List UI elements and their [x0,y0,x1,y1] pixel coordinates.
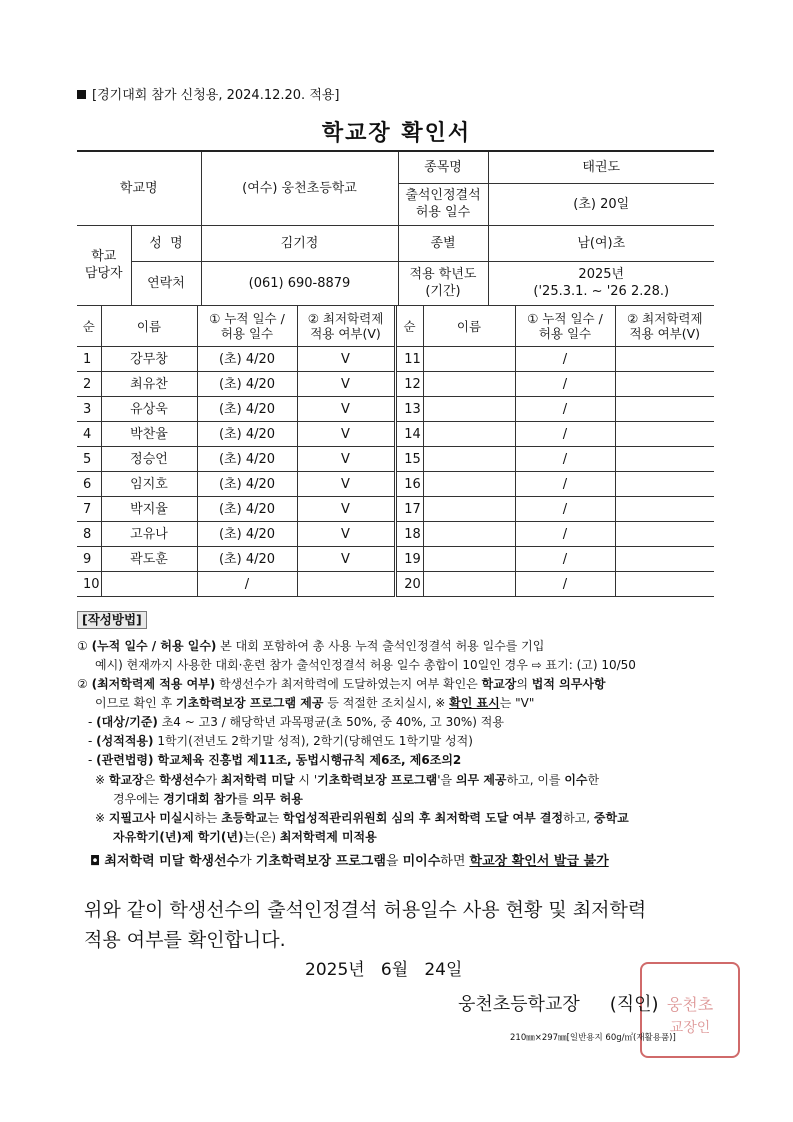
row-no: 7 [77,497,101,522]
guide-l8-b3: 최저학력 미달 [220,773,295,787]
contact-label: 연락처 [131,261,201,305]
guide-line-9 [113,791,303,807]
row-no: 6 [77,472,101,497]
header-note [77,84,340,103]
row-no: 9 [77,547,101,572]
row-name: 박지율 [101,497,197,522]
row-days: / [515,422,615,447]
table-row [77,522,714,547]
row-no: 15 [395,447,423,472]
row-no: 8 [77,522,101,547]
row-name [423,497,515,522]
row-check [615,522,714,547]
reference-mark-icon: ※ [95,773,109,787]
contact-value: (061) 690-8879 [201,261,398,305]
row-check: V [297,397,395,422]
guide-l3-text2: 의 [516,677,532,691]
col-header-days-line1: ① 누적 일수 / [209,311,285,326]
guide-l11-b1: 자유학기(년)제 학기(년) [113,830,244,844]
table-row [77,422,714,447]
school-name-value: (여수) 웅천초등학교 [201,151,398,225]
guide-l12-b2: 기초학력보장 프로그램 [255,854,386,869]
category-label: 종별 [398,225,488,261]
guide-l8-b5: 의무 제공 [455,773,507,787]
guide-l11-t1: 는(은) [243,830,280,844]
row-name [423,472,515,497]
square-bullet-icon [77,90,86,99]
manager-label-line2: 담당자 [84,266,123,281]
row-name [423,522,515,547]
guide-l3-bold1: (최저학력제 적용 여부) [91,677,216,691]
row-name: 정승언 [101,447,197,472]
manager-label [77,225,131,305]
sport-value: 태권도 [488,151,714,183]
table-row [77,497,714,522]
row-days: (초) 4/20 [197,447,297,472]
row-days: (초) 4/20 [197,522,297,547]
year-label [398,261,488,305]
row-days: / [515,572,615,597]
guide-l9-b2: 의무 허용 [252,792,303,806]
square-bullet-icon: ◘ [90,854,105,869]
table-row [77,347,714,372]
document-title: 학교장 확인서 [321,121,472,146]
name-label: 성 명 [131,225,201,261]
guide-line-4 [95,695,534,711]
guide-l6-text: 1학기(전년도 2학기말 성적), 2학기(당해연도 1학기말 성적) [153,734,473,748]
guide-l4-bold2: 확인 표시 [449,696,500,710]
guide-line-3 [77,676,606,692]
row-days: / [197,572,297,597]
year-label-line1: 적용 학년도 [409,267,477,282]
row-days: (초) 4/20 [197,347,297,372]
guide-l10-t1: 하는 [194,811,222,825]
circled-2-icon: ② [77,677,88,691]
seal-lettering: 웅천초 [666,995,714,1014]
school-name-label: 학교명 [77,151,201,225]
guide-line-1 [77,638,544,654]
principal-name: 웅천초등학교장 [458,994,580,1015]
col-header-min-line2: 적용 여부(V) [310,326,381,341]
circled-1-icon: ① [77,639,88,653]
guide-l12-b1: 최저학력 미달 학생선수 [104,854,240,869]
year-value-line1: 2025년 [578,267,625,282]
guide-l10-b4: 중학교 [593,811,629,825]
row-no: 1 [77,347,101,372]
guide-l3-text1: 학생선수가 최저학력에 도달하였는지 여부 확인은 [215,677,482,691]
col-header-days-right-line1: ① 누적 일수 / [527,311,603,326]
row-name: 고유나 [101,522,197,547]
sport-label: 종목명 [398,151,488,183]
row-days: / [515,522,615,547]
school-info-table [77,150,714,306]
guide-l9-t1: 경우에는 [113,792,164,806]
guide-l5-text: 초4 ~ 고3 / 해당학년 과목평균(초 50%, 중 40%, 고 30%) 적용 [157,715,504,729]
row-name: 유상욱 [101,397,197,422]
row-days: / [515,547,615,572]
row-days: / [515,447,615,472]
principal-signature [458,990,659,1016]
row-days: (초) 4/20 [197,422,297,447]
row-no: 4 [77,422,101,447]
guide-l10-t3: 하고, [563,811,594,825]
guide-l10-b3: 학업성적관리위원회 심의 후 최저학력 도달 여부 결정 [283,811,564,825]
row-days: / [515,397,615,422]
row-check [297,572,395,597]
row-check: V [297,472,395,497]
row-check [615,572,714,597]
paper-spec-footnote: 210㎜×297㎜[일반용지 60g/㎡(재활용품)] [510,1033,676,1043]
row-days: (초) 4/20 [197,547,297,572]
row-check [615,422,714,447]
col-header-min-right-line1: ② 최저학력제 [626,311,703,326]
row-name [101,572,197,597]
guide-line-7 [88,752,461,768]
guide-l8-b4: 기초학력보장 프로그램 [317,773,438,787]
guide-l6-bold: (성적적용) [96,734,154,748]
guide-l12-t1: 가 [239,854,256,869]
row-check: V [297,447,395,472]
guide-l4-text2: 등 적절한 조치실시, ※ [323,696,450,710]
row-days: (초) 4/20 [197,497,297,522]
row-check [615,397,714,422]
row-check: V [297,422,395,447]
guide-l4-bold1: 기초학력보장 프로그램 제공 [176,696,324,710]
allowed-days-value: (초) 20일 [488,183,714,225]
row-check: V [297,547,395,572]
row-no: 11 [395,347,423,372]
row-name: 임지호 [101,472,197,497]
guide-l10-t2: 는 [267,811,283,825]
row-name: 박찬율 [101,422,197,447]
row-check: V [297,497,395,522]
table-row [77,372,714,397]
row-no: 10 [77,572,101,597]
guide-l3-bold2: 학교장 [481,677,517,691]
guide-l4-text1: 이므로 확인 후 [95,696,176,710]
guide-line-8 [95,772,599,788]
row-no: 13 [395,397,423,422]
guide-l3-bold3: 법적 의무사항 [531,677,606,691]
guide-l9-b1: 경기대회 참가 [163,792,237,806]
seal-lettering-2: 교장인 [669,1020,711,1036]
row-days: (초) 4/20 [197,472,297,497]
guide-l8-b6: 이수 [564,773,588,787]
row-no: 17 [395,497,423,522]
table-row [77,572,714,597]
guide-line-6 [88,733,473,749]
row-no: 16 [395,472,423,497]
col-header-name-right: 이름 [423,306,515,347]
guide-l12-b3: 미이수 [402,854,441,869]
row-check: V [297,522,395,547]
row-no: 19 [395,547,423,572]
header-note-text: [경기대회 참가 신청용, 2024.12.20. 적용] [92,88,340,103]
table-row [77,547,714,572]
row-check [615,372,714,397]
row-name: 곽도훈 [101,547,197,572]
col-header-name: 이름 [101,306,197,347]
row-no: 14 [395,422,423,447]
guide-l8-t6: 한 [587,773,600,787]
row-no: 3 [77,397,101,422]
row-name: 강무창 [101,347,197,372]
col-header-days [197,306,297,347]
guide-l12-t2: 을 [385,854,403,869]
guide-l8-t3: 시 ' [294,773,318,787]
guide-l10-b1: 지필고사 미실시 [108,811,195,825]
row-check [615,347,714,372]
row-name [423,547,515,572]
col-header-no: 순 [77,306,101,347]
manager-label-line1: 학교 [91,249,117,264]
year-value [488,261,714,305]
row-name [423,572,515,597]
row-days: / [515,497,615,522]
guide-l8-b2: 학생선수 [159,773,206,787]
allowed-days-label [398,183,488,225]
seal-mark-label: (직인) [609,994,659,1015]
col-header-days-line2: 허용 일수 [220,326,274,341]
row-check [615,497,714,522]
col-header-min-right-line2: 적용 여부(V) [629,326,701,341]
statement-line-2: 적용 여부를 확인합니다. [84,929,286,951]
col-header-min-right [615,306,714,347]
row-days: / [515,472,615,497]
row-check [615,547,714,572]
row-no: 18 [395,522,423,547]
manager-name-value: 김기정 [201,225,398,261]
guide-line-10 [95,810,629,826]
col-header-min [297,306,395,347]
col-header-days-right [515,306,615,347]
row-days: / [515,372,615,397]
allowed-days-label-line1: 출석인정결석 [405,188,481,203]
statement-line-1: 위와 같이 학생선수의 출석인정결석 허용일수 사용 현황 및 최저학력 [84,899,647,921]
guide-l6-dash: - [88,734,97,748]
guide-l8-t2: 가 [205,773,221,787]
guide-line-2: 예시) 현재까지 사용한 대회·훈련 참가 출석인정결석 허용 일수 총합이 10일인 경우 ⇨ 표기: (고) 10/50 [95,658,636,672]
table-row [77,397,714,422]
row-no: 20 [395,572,423,597]
year-label-line2: (기간) [425,284,461,299]
guide-l12-t3: 하면 [440,854,470,869]
row-name [423,397,515,422]
row-days: (초) 4/20 [197,397,297,422]
guide-l11-b2: 최저학력제 미적용 [279,830,377,844]
col-header-min-line1: ② 최저학력제 [307,311,384,326]
row-no: 2 [77,372,101,397]
guide-l5-bold: (대상/기준) [96,715,158,729]
allowed-days-label-line2: 허용 일수 [415,205,471,220]
row-no: 12 [395,372,423,397]
row-check: V [297,347,395,372]
guide-line-5 [88,714,504,730]
year-value-line2: ('25.3.1. ~ '26 2.28.) [533,284,670,299]
guide-l1-text: 본 대회 포함하여 총 사용 누적 출석인정결석 허용 일수를 기입 [216,639,545,653]
guide-l8-t5: 하고, 이를 [506,773,565,787]
row-check: V [297,372,395,397]
row-name [423,447,515,472]
table-row [77,472,714,497]
guide-l9-t2: 를 [236,792,253,806]
guide-line-11 [113,829,377,845]
guide-l10-b2: 초등학교 [221,811,268,825]
guide-line-12 [90,854,609,870]
row-days: / [515,347,615,372]
guide-l12-b4: 학교장 확인서 발급 불가 [469,854,609,869]
guide-label: [작성방법] [77,611,147,629]
row-name [423,347,515,372]
row-name [423,422,515,447]
category-value: 남(여)초 [488,225,714,261]
row-name [423,372,515,397]
guide-l8-b1: 학교장 [108,773,144,787]
col-header-no-right: 순 [395,306,423,347]
guide-l7-dash: - [88,753,97,767]
row-name: 최유찬 [101,372,197,397]
issue-date: 2025년 6월 24일 [305,960,463,980]
col-header-days-right-line2: 허용 일수 [538,326,592,341]
guide-l8-t4: '을 [437,773,456,787]
student-table [77,305,714,597]
row-days: (초) 4/20 [197,372,297,397]
reference-mark-icon: ※ [95,811,109,825]
table-row [77,447,714,472]
guide-l1-bold: (누적 일수 / 허용 일수) [91,639,217,653]
row-check [615,472,714,497]
row-no: 5 [77,447,101,472]
guide-l7-bold: (관련법령) 학교체육 진흥법 제11조, 동법시행규칙 제6조, 제6조의2 [96,753,462,767]
row-check [615,447,714,472]
guide-l8-t1: 은 [143,773,160,787]
guide-l5-dash: - [88,715,97,729]
guide-l4-text3: 는 "V" [499,696,535,710]
